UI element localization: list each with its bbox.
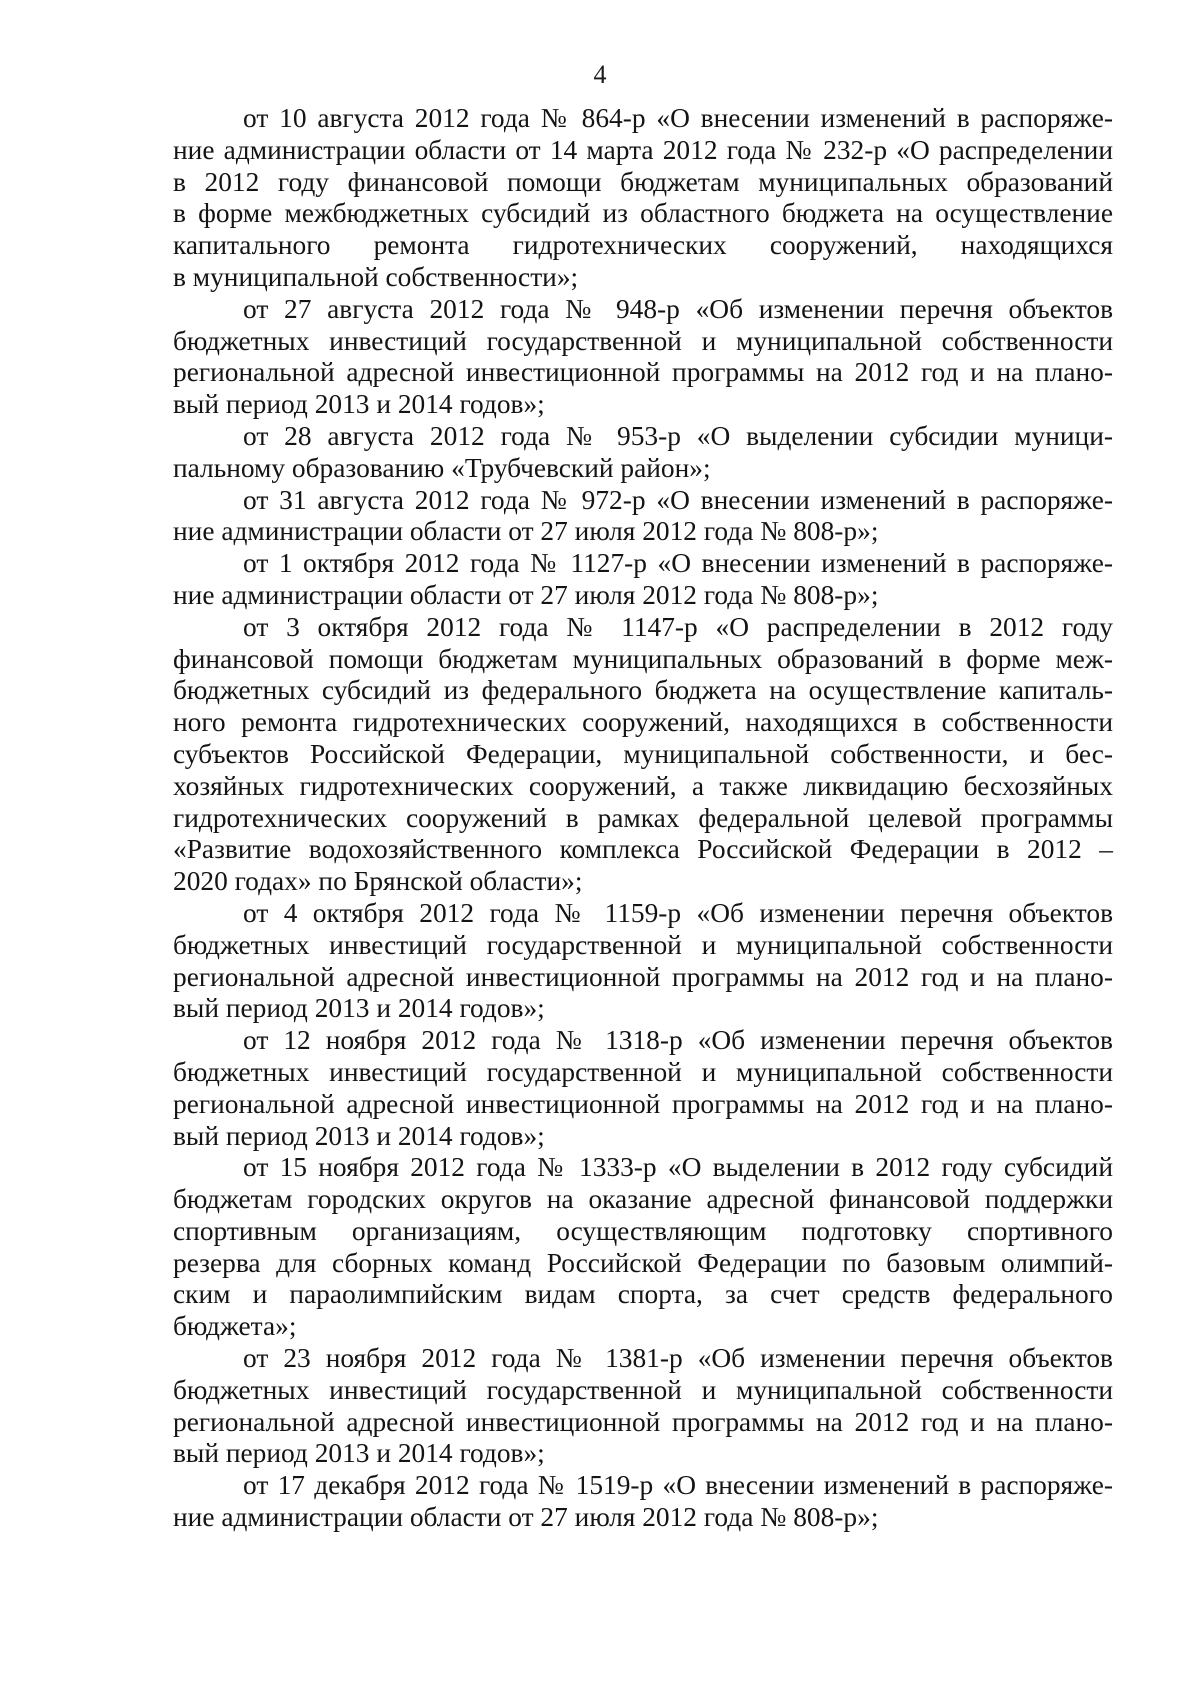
text-line: ние администрации области от 14 марта 2012 года № 232-р «О распределении <box>173 134 1113 165</box>
text-line: 2020 годах» по Брянской области»; <box>173 866 583 897</box>
text-line: от 4 октября 2012 года № 1159-р «Об изменении перечня объектов <box>243 897 1113 928</box>
text-line: хозяйных гидротехнических сооружений, а также ликвидацию бесхозяйных <box>173 770 1113 801</box>
document-entry <box>173 898 1113 1025</box>
text-line: «Развитие водохозяйственного комплекса Российской Федерации в 2012 – <box>173 834 1113 865</box>
text-line: от 17 декабря 2012 года № 1519-р «О внесении изменений в распоряже- <box>243 1470 1113 1501</box>
text-line: гидротехнических сооружений в рамках федеральной целевой программы <box>173 802 1113 833</box>
text-line: ние администрации области от 27 июля 2012 года № 808-р»; <box>173 1502 879 1533</box>
text-line: региональной адресной инвестиционной программы на 2012 год и на плано- <box>173 1088 1113 1119</box>
text-line: вый период 2013 и 2014 годов»; <box>173 1438 545 1469</box>
document-entry <box>173 1470 1113 1534</box>
text-line: резерва для сборных команд Российской Федерации по базовым олимпий- <box>173 1247 1113 1278</box>
document-entry <box>173 612 1113 898</box>
document-entry <box>173 1152 1113 1343</box>
page-number: 4 <box>593 60 607 89</box>
text-line: ние администрации области от 27 июля 2012 года № 808-р»; <box>173 579 879 610</box>
text-line: от 3 октября 2012 года № 1147-р «О распределении в 2012 году <box>243 611 1113 642</box>
document-entry <box>173 485 1113 549</box>
text-line: бюджетных инвестиций государственной и муниципальной собственности <box>173 929 1113 960</box>
text-line: ским и параолимпийским видам спорта, за счет средств федерального <box>173 1279 1113 1310</box>
document-entry <box>173 294 1113 421</box>
text-line: бюджетных инвестиций государственной и муниципальной собственности <box>173 1056 1113 1087</box>
document-entry <box>173 548 1113 612</box>
document-entry <box>173 421 1113 485</box>
text-line: ного ремонта гидротехнических сооружений, находящихся в собственности <box>173 707 1113 738</box>
text-line: от 23 ноября 2012 года № 1381-р «Об изменении перечня объектов <box>243 1343 1113 1374</box>
text-line: бюджетных инвестиций государственной и муниципальной собственности <box>173 1374 1113 1405</box>
text-line: региональной адресной инвестиционной программы на 2012 год и на плано- <box>173 1406 1113 1437</box>
text-line: капитального ремонта гидротехнических сооружений, находящихся <box>173 230 1113 261</box>
text-line: спортивным организациям, осуществляющим подготовку спортивного <box>173 1215 1113 1246</box>
document-entry <box>173 1025 1113 1152</box>
text-line: вый период 2013 и 2014 годов»; <box>173 1120 545 1151</box>
document-body <box>173 103 1113 1534</box>
text-line: региональной адресной инвестиционной программы на 2012 год и на плано- <box>173 357 1113 388</box>
text-line: в муниципальной собственности»; <box>173 261 579 292</box>
text-line: бюджета»; <box>173 1311 297 1342</box>
text-line: в форме межбюджетных субсидий из областного бюджета на осуществление <box>173 198 1113 229</box>
document-entry <box>173 103 1113 294</box>
text-line: от 1 октября 2012 года № 1127-р «О внесении изменений в распоряже- <box>243 548 1113 579</box>
text-line: бюджетам городских округов на оказание адресной финансовой поддержки <box>173 1184 1113 1215</box>
text-line: от 15 ноября 2012 года № 1333-р «О выделении в 2012 году субсидий <box>243 1152 1113 1183</box>
text-line: субъектов Российской Федерации, муниципальной собственности, и бес- <box>173 738 1113 769</box>
text-line: вый период 2013 и 2014 годов»; <box>173 389 545 420</box>
text-line: пальному образованию «Трубчевский район»; <box>173 452 711 483</box>
text-line: от 12 ноября 2012 года № 1318-р «Об изменении перечня объектов <box>243 1025 1113 1056</box>
text-line: региональной адресной инвестиционной программы на 2012 год и на плано- <box>173 961 1113 992</box>
text-line: от 10 августа 2012 года № 864-р «О внесении изменений в распоряже- <box>243 103 1113 133</box>
text-line: от 27 августа 2012 года № 948-р «Об изменении перечня объектов <box>243 293 1113 324</box>
text-line: ние администрации области от 27 июля 2012 года № 808-р»; <box>173 516 879 547</box>
text-line: вый период 2013 и 2014 годов»; <box>173 993 545 1024</box>
text-line: бюджетных субсидий из федерального бюджета на осуществление капиталь- <box>173 675 1113 706</box>
text-line: бюджетных инвестиций государственной и муниципальной собственности <box>173 325 1113 356</box>
text-line: от 31 августа 2012 года № 972-р «О внесении изменений в распоряже- <box>243 484 1113 515</box>
document-entry <box>173 1343 1113 1470</box>
text-line: в 2012 году финансовой помощи бюджетам муниципальных образований <box>173 166 1113 197</box>
text-line: от 28 августа 2012 года № 953-р «О выделении субсидии муници- <box>243 420 1113 451</box>
text-line: финансовой помощи бюджетам муниципальных образований в форме меж- <box>173 643 1113 674</box>
